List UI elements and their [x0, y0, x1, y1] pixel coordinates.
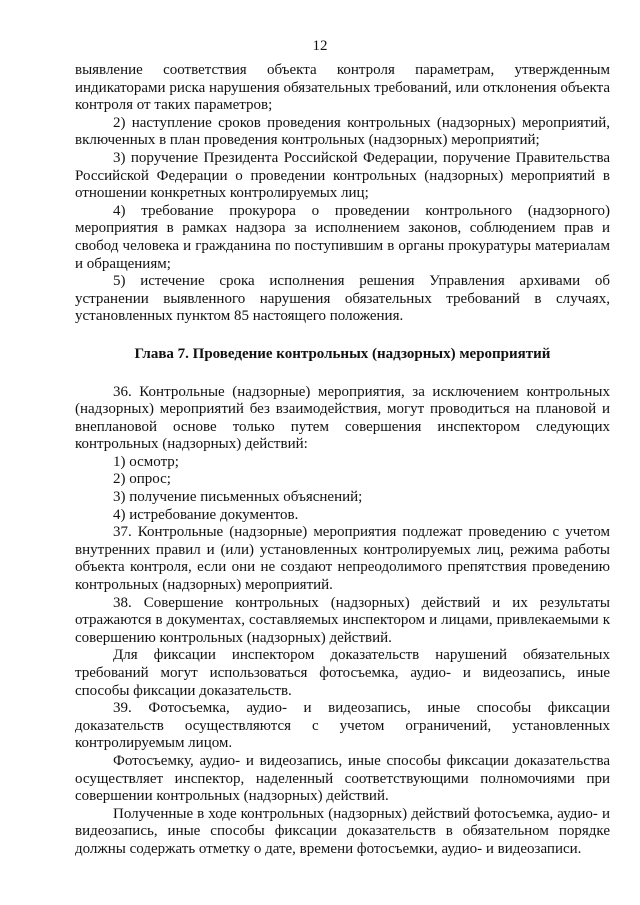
- paragraph-39-inspector: Фотосъемку, аудио- и видеозапись, иные способы фиксации доказательства осуществляет инспектор, наделенный соответствующими полномочиями при совершении контрольных (надзорных) действий.: [75, 752, 610, 805]
- paragraph-37: 37. Контрольные (надзорные) мероприятия подлежат проведению с учетом внутренних правил и (или) установленных контролируемых лиц, режима работы объекта контроля, если они не создают непреодолимого препятствия проведению контрольных (надзорных) мероприятий.: [75, 524, 610, 594]
- paragraph-item-4: 4) требование прокурора о проведении контрольного (надзорного) мероприятия в рамках надзора за исполнением законов, соблюдением прав и свобод человека и гражданина по поступившим в органы прокуратуры материалам и обращениям;: [75, 202, 610, 272]
- paragraph-item-2: 2) наступление сроков проведения контрольных (надзорных) мероприятий, включенных в план проведения контрольных (надзорных) мероприятий;: [75, 114, 610, 149]
- paragraph-39: 39. Фотосъемка, аудио- и видеозапись, иные способы фиксации доказательств осуществляются с учетом ограничений, установленных контролируемым лицом.: [75, 700, 610, 752]
- paragraph-38-fixation: Для фиксации инспектором доказательств нарушений обязательных требований могут использоваться фотосъемка, аудио- и видеозапись, иные способы фиксации доказательств.: [75, 647, 610, 699]
- paragraph-36: 36. Контрольные (надзорные) мероприятия, за исключением контрольных (надзорных) мероприятий без взаимодействия, могут проводиться на плановой и внеплановой основе только путем совершения инспектором следующих контрольных (надзорных) действий:: [75, 383, 610, 453]
- page-number: 12: [312, 38, 328, 54]
- list-item-written-explanations: 3) получение письменных объяснений;: [113, 489, 363, 506]
- list-item-survey: 2) опрос;: [113, 471, 171, 488]
- document-body: [75, 62, 610, 859]
- chapter-heading: Глава 7. Проведение контрольных (надзорных) мероприятий: [134, 345, 551, 362]
- list-item-document-request: 4) истребование документов.: [113, 506, 299, 523]
- list-item-inspection: 1) осмотр;: [113, 453, 179, 470]
- paragraph-item-3: 3) поручение Президента Российской Федерации, поручение Правительства Российской Федерации о проведении контрольных (надзорных) мероприятий в отношении конкретных контролируемых лиц;: [75, 149, 610, 202]
- paragraph-39-marking: Полученные в ходе контрольных (надзорных) действий фотосъемка, аудио- и видеозапись, иные способы фиксации доказательств в обязательном порядке должны содержать отметку о дате, времени фотосъемки, аудио- и видеозаписи.: [75, 805, 610, 857]
- paragraph-38: 38. Совершение контрольных (надзорных) действий и их результаты отражаются в документах, составляемых инспектором и лицами, привлекаемыми к совершению контрольных (надзорных) действий.: [75, 594, 610, 646]
- paragraph-item-5: 5) истечение срока исполнения решения Управления архивами об устранении выявленного нарушения обязательных требований в случаях, установленных пунктом 85 настоящего положения.: [75, 273, 610, 325]
- paragraph-risk-indicators: выявление соответствия объекта контроля параметрам, утвержденным индикаторами риска нарушения обязательных требований, или отклонения объекта контроля от таких параметров;: [75, 62, 610, 114]
